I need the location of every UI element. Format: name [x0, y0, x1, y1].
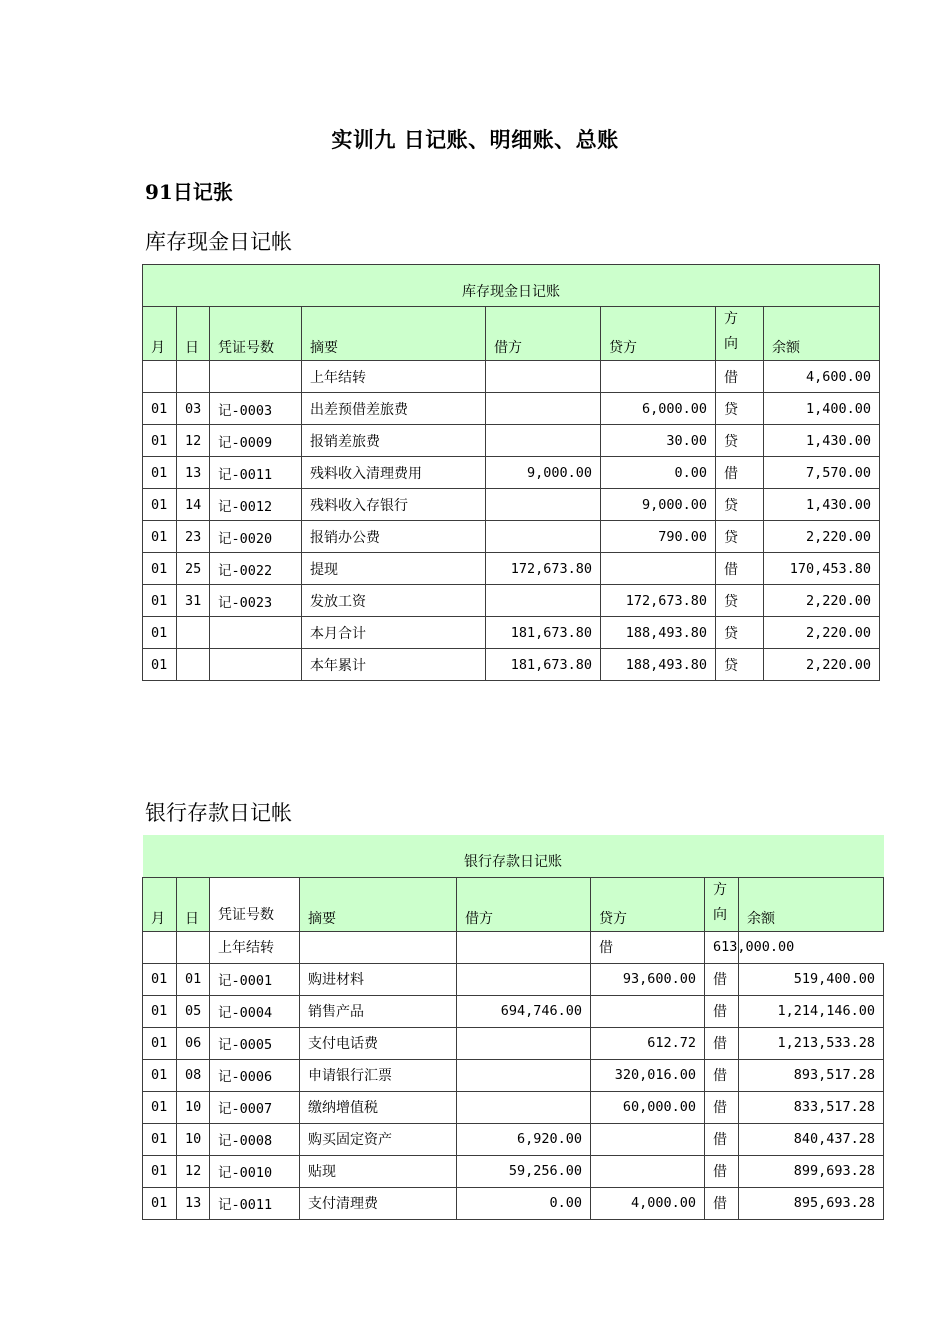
cell-month: 01 [143, 1155, 177, 1187]
cell-voucher: 记-0011 [210, 457, 302, 489]
cell-day: 01 [177, 963, 210, 995]
caption-row [143, 265, 880, 307]
cell-month: 01 [143, 457, 177, 489]
cell-voucher: 记-0003 [210, 393, 302, 425]
table-row [143, 553, 880, 585]
cell-summary: 上年结转 [210, 931, 300, 963]
cell-day: 10 [177, 1091, 210, 1123]
header-day: 日 [177, 307, 210, 361]
cell-direction: 借 [716, 457, 764, 489]
table-row [143, 963, 884, 995]
cell-debit: 694,746.00 [457, 995, 591, 1027]
cell-day: 13 [177, 457, 210, 489]
cell-summary: 申请银行汇票 [300, 1059, 457, 1091]
section-heading: 91日记张 [145, 180, 233, 204]
cell-balance: 519,400.00 [739, 963, 884, 995]
cell-direction: 贷 [716, 617, 764, 649]
cell-debit [486, 489, 601, 521]
table-row [143, 1027, 884, 1059]
header-balance: 余额 [739, 877, 884, 931]
cell-debit [457, 1091, 591, 1123]
cell-balance: 170,453.80 [764, 553, 880, 585]
cell-direction: 贷 [716, 521, 764, 553]
cell-debit [457, 1059, 591, 1091]
cell-credit: 172,673.80 [601, 585, 716, 617]
table-row [143, 617, 880, 649]
caption-row [143, 835, 884, 877]
cell-balance: 1,400.00 [764, 393, 880, 425]
cell-balance: 893,517.28 [739, 1059, 884, 1091]
cell-voucher [210, 649, 302, 681]
cell-day: 05 [177, 995, 210, 1027]
table-row [143, 1187, 884, 1219]
cell-month: 01 [143, 1091, 177, 1123]
cell-balance: 1,213,533.28 [739, 1027, 884, 1059]
cell-day: 10 [177, 1123, 210, 1155]
cell-balance: 833,517.28 [739, 1091, 884, 1123]
cell-credit: 9,000.00 [601, 489, 716, 521]
cell-balance: 7,570.00 [764, 457, 880, 489]
cell-summary: 提现 [302, 553, 486, 585]
bank-journal-rows [143, 931, 884, 1219]
cell-credit: 188,493.80 [601, 649, 716, 681]
cell-balance: 899,693.28 [739, 1155, 884, 1187]
cell-credit: 612.72 [591, 1027, 705, 1059]
cell-voucher: 记-0022 [210, 553, 302, 585]
cell-balance: 2,220.00 [764, 649, 880, 681]
header-month: 月 [143, 877, 177, 931]
header-summary: 摘要 [300, 877, 457, 931]
cell-credit: 60,000.00 [591, 1091, 705, 1123]
cell-debit [300, 931, 457, 963]
cell-day [177, 931, 210, 963]
cell-month: 01 [143, 393, 177, 425]
cell-month: 01 [143, 425, 177, 457]
cell-direction: 借 [716, 553, 764, 585]
table-row [143, 1059, 884, 1091]
cell-balance: 2,220.00 [764, 521, 880, 553]
cell-day: 12 [177, 425, 210, 457]
cell-direction: 借 [705, 1187, 739, 1219]
cell-direction: 贷 [716, 649, 764, 681]
table-row [143, 521, 880, 553]
cell-debit: 181,673.80 [486, 649, 601, 681]
cell-month: 01 [143, 585, 177, 617]
cell-voucher: 记-0001 [210, 963, 300, 995]
cell-summary: 支付电话费 [300, 1027, 457, 1059]
cell-balance: 1,430.00 [764, 425, 880, 457]
cell-voucher: 记-0011 [210, 1187, 300, 1219]
bank-journal-heading: 银行存款日记帐 [145, 801, 292, 825]
cell-debit: 172,673.80 [486, 553, 601, 585]
cell-direction: 贷 [716, 489, 764, 521]
header-credit: 贷方 [591, 877, 705, 931]
header-day: 日 [177, 877, 210, 931]
cell-credit: 0.00 [601, 457, 716, 489]
cell-summary: 缴纳增值税 [300, 1091, 457, 1123]
cell-day: 25 [177, 553, 210, 585]
cell-balance: 895,693.28 [739, 1187, 884, 1219]
table-row [143, 425, 880, 457]
cell-credit [591, 995, 705, 1027]
cell-debit: 181,673.80 [486, 617, 601, 649]
table-row [143, 1091, 884, 1123]
cell-month: 01 [143, 617, 177, 649]
table-row [143, 1123, 884, 1155]
table-row [143, 1155, 884, 1187]
cell-voucher: 记-0023 [210, 585, 302, 617]
bank-journal-table [142, 835, 884, 1220]
cell-summary: 贴现 [300, 1155, 457, 1187]
cell-summary: 发放工资 [302, 585, 486, 617]
cell-credit [457, 931, 591, 963]
cell-debit: 6,920.00 [457, 1123, 591, 1155]
header-direction-2: 向 [713, 906, 727, 923]
cash-journal-rows [143, 361, 880, 681]
cell-balance: 1,430.00 [764, 489, 880, 521]
header-direction-2: 向 [724, 336, 738, 352]
cell-balance: 613,000.00 [705, 931, 739, 963]
cell-credit [591, 1155, 705, 1187]
table-row [143, 995, 884, 1027]
cell-direction: 借 [716, 361, 764, 393]
cell-month: 01 [143, 521, 177, 553]
cell-day: 23 [177, 521, 210, 553]
cell-month [143, 931, 177, 963]
table-caption: 库存现金日记账 [143, 265, 880, 307]
cell-direction: 借 [705, 1155, 739, 1187]
cell-day: 31 [177, 585, 210, 617]
cell-month [143, 361, 177, 393]
cell-summary: 上年结转 [302, 361, 486, 393]
cell-voucher: 记-0006 [210, 1059, 300, 1091]
cell-credit: 30.00 [601, 425, 716, 457]
cell-credit [601, 361, 716, 393]
cell-month: 01 [143, 1123, 177, 1155]
cell-day: 08 [177, 1059, 210, 1091]
header-voucher: 凭证号数 [210, 877, 300, 931]
cell-summary: 本月合计 [302, 617, 486, 649]
cell-day [177, 617, 210, 649]
cell-credit: 320,016.00 [591, 1059, 705, 1091]
cell-direction: 贷 [716, 585, 764, 617]
cell-month: 01 [143, 489, 177, 521]
cell-voucher: 记-0005 [210, 1027, 300, 1059]
cell-balance: 4,600.00 [764, 361, 880, 393]
cell-voucher [210, 617, 302, 649]
cell-debit [486, 361, 601, 393]
cell-credit: 188,493.80 [601, 617, 716, 649]
cell-debit [486, 585, 601, 617]
cell-month: 01 [143, 1187, 177, 1219]
cell-balance: 840,437.28 [739, 1123, 884, 1155]
cell-day: 03 [177, 393, 210, 425]
table-row [143, 585, 880, 617]
cell-summary: 购进材料 [300, 963, 457, 995]
cell-voucher: 记-0007 [210, 1091, 300, 1123]
cell-credit [601, 553, 716, 585]
cell-debit [457, 963, 591, 995]
cell-direction: 借 [705, 995, 739, 1027]
cell-credit: 6,000.00 [601, 393, 716, 425]
cell-summary: 报销差旅费 [302, 425, 486, 457]
cell-month: 01 [143, 649, 177, 681]
page-title: 实训九 日记账、明细账、总账 [331, 127, 619, 152]
cell-debit: 0.00 [457, 1187, 591, 1219]
cell-day [177, 361, 210, 393]
cell-direction: 借 [705, 1059, 739, 1091]
cell-month: 01 [143, 1059, 177, 1091]
table-row [143, 361, 880, 393]
cell-direction: 贷 [716, 393, 764, 425]
cell-direction: 借 [705, 1123, 739, 1155]
header-credit: 贷方 [601, 307, 716, 361]
cell-month: 01 [143, 1027, 177, 1059]
header-month: 月 [143, 307, 177, 361]
table-row [143, 931, 884, 963]
cell-debit: 9,000.00 [486, 457, 601, 489]
cell-summary: 支付清理费 [300, 1187, 457, 1219]
cell-debit [486, 393, 601, 425]
header-row [143, 877, 884, 931]
cell-credit [591, 1123, 705, 1155]
cell-voucher: 记-0012 [210, 489, 302, 521]
header-row [143, 307, 880, 361]
cell-debit [486, 425, 601, 457]
cell-month: 01 [143, 553, 177, 585]
header-summary: 摘要 [302, 307, 486, 361]
cell-credit: 4,000.00 [591, 1187, 705, 1219]
table-row [143, 393, 880, 425]
table-caption: 银行存款日记账 [143, 835, 884, 877]
cell-month: 01 [143, 995, 177, 1027]
cell-debit: 59,256.00 [457, 1155, 591, 1187]
cell-debit [486, 521, 601, 553]
header-direction [705, 877, 739, 931]
cell-balance: 2,220.00 [764, 617, 880, 649]
cell-summary: 销售产品 [300, 995, 457, 1027]
cell-day: 06 [177, 1027, 210, 1059]
cell-voucher: 记-0008 [210, 1123, 300, 1155]
cell-direction: 借 [705, 963, 739, 995]
header-direction [716, 307, 764, 361]
cell-direction: 贷 [716, 425, 764, 457]
cell-direction: 借 [705, 1091, 739, 1123]
cell-voucher [210, 361, 302, 393]
cell-summary: 报销办公费 [302, 521, 486, 553]
cell-day: 13 [177, 1187, 210, 1219]
cell-credit: 790.00 [601, 521, 716, 553]
header-debit: 借方 [457, 877, 591, 931]
table-row [143, 649, 880, 681]
header-direction-1: 方 [724, 311, 738, 327]
cell-summary: 本年累计 [302, 649, 486, 681]
cell-summary: 出差预借差旅费 [302, 393, 486, 425]
cell-summary: 购买固定资产 [300, 1123, 457, 1155]
cell-voucher: 记-0004 [210, 995, 300, 1027]
cell-day: 14 [177, 489, 210, 521]
cell-debit [457, 1027, 591, 1059]
cash-journal-table [142, 264, 880, 681]
cell-voucher: 记-0009 [210, 425, 302, 457]
cash-journal-heading: 库存现金日记帐 [145, 230, 292, 254]
cell-day: 12 [177, 1155, 210, 1187]
cell-voucher: 记-0020 [210, 521, 302, 553]
header-voucher: 凭证号数 [210, 307, 302, 361]
cell-summary: 残料收入存银行 [302, 489, 486, 521]
table-row [143, 457, 880, 489]
cell-month: 01 [143, 963, 177, 995]
cell-summary: 残料收入清理费用 [302, 457, 486, 489]
header-debit: 借方 [486, 307, 601, 361]
cell-voucher: 记-0010 [210, 1155, 300, 1187]
cell-day [177, 649, 210, 681]
table-row [143, 489, 880, 521]
cell-balance: 1,214,146.00 [739, 995, 884, 1027]
header-direction-1: 方 [713, 881, 727, 898]
cell-direction: 借 [705, 1027, 739, 1059]
cell-balance: 2,220.00 [764, 585, 880, 617]
cell-credit: 93,600.00 [591, 963, 705, 995]
cell-direction: 借 [591, 931, 705, 963]
header-balance: 余额 [764, 307, 880, 361]
